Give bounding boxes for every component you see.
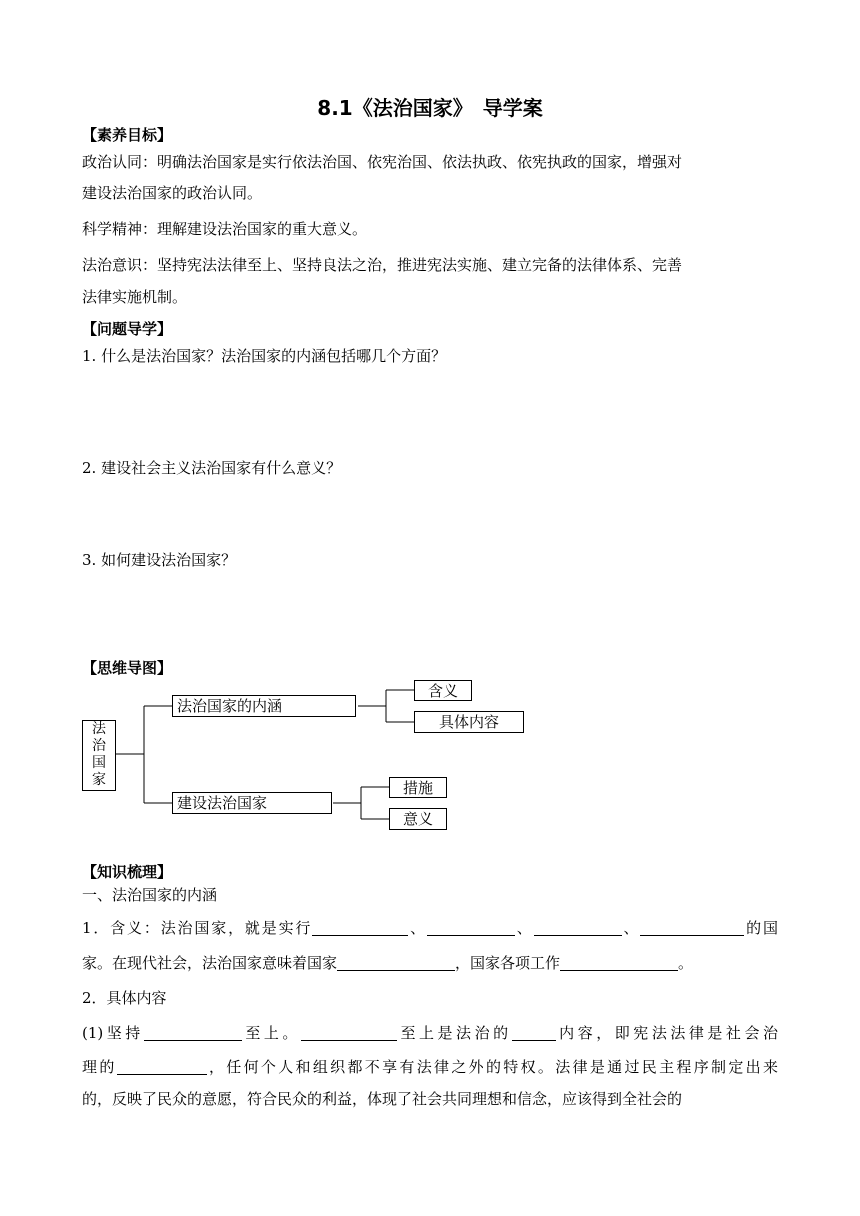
separator: 、	[514, 919, 534, 937]
separator: 、	[621, 919, 641, 937]
fill-blank[interactable]	[301, 1024, 397, 1041]
goal-law-line2: 法律实施机制。	[82, 288, 188, 306]
root-char: 法	[92, 721, 106, 737]
definition-text: ，国家各项工作	[455, 954, 561, 972]
branch-connotation: 法治国家的内涵	[172, 695, 356, 717]
goal-science: 科学精神：理解建设法治国家的重大意义。	[82, 220, 368, 238]
definition-line2	[82, 952, 778, 973]
goals-heading: 【素养目标】	[82, 126, 173, 144]
content-text: (1)坚持	[82, 1024, 144, 1042]
leaf-measures: 措施	[389, 777, 447, 798]
root-char: 国	[92, 755, 106, 771]
definition-text: 1．含义：法治国家，就是实行	[82, 919, 313, 937]
definition-text: 家。在现代社会，法治国家意味着国家	[82, 954, 338, 972]
fill-blank[interactable]	[144, 1024, 242, 1041]
question-2: 2. 建设社会主义法治国家有什么意义？	[82, 459, 342, 477]
content-line2	[82, 1056, 778, 1077]
fill-blank[interactable]	[640, 919, 744, 936]
section-1-heading: 一、法治国家的内涵	[82, 886, 218, 904]
fill-blank[interactable]	[312, 919, 408, 936]
content-text: 内容，即宪法法律是社会治	[555, 1024, 778, 1042]
leaf-specific-content: 具体内容	[414, 711, 524, 733]
question-1: 1. 什么是法治国家？法治国家的内涵包括哪几个方面？	[82, 347, 447, 365]
fill-blank[interactable]	[534, 919, 622, 936]
content-line1	[82, 1022, 778, 1043]
goal-political-line1: 政治认同：明确法治国家是实行依法治国、依宪治国、依法执政、依宪执政的国家，增强对	[82, 153, 683, 171]
branch-build-rule-of-law: 建设法治国家	[172, 792, 332, 814]
root-char: 治	[92, 738, 106, 754]
page-title: 8.1《法治国家》 导学案	[317, 96, 543, 120]
goal-law-line1: 法治意识：坚持宪法法律至上、坚持良法之治，推进宪法实施、建立完备的法律体系、完善	[82, 256, 683, 274]
content-heading: 2．具体内容	[82, 989, 167, 1007]
fill-blank[interactable]	[337, 954, 455, 971]
questions-heading: 【问题导学】	[82, 320, 173, 338]
definition-text: 的国	[744, 919, 778, 937]
root-char: 家	[92, 772, 106, 788]
question-3: 3. 如何建设法治国家？	[82, 551, 237, 569]
goal-political-line2: 建设法治国家的政治认同。	[82, 184, 263, 202]
separator: 、	[408, 919, 427, 937]
leaf-significance: 意义	[389, 808, 447, 830]
definition-text: 。	[678, 954, 694, 972]
content-text: 至上。	[241, 1024, 301, 1042]
definition-line1	[82, 917, 778, 938]
mindmap-heading: 【思维导图】	[82, 659, 173, 677]
knowledge-heading: 【知识梳理】	[82, 863, 173, 881]
content-text: 理的	[82, 1058, 117, 1076]
fill-blank[interactable]	[512, 1024, 556, 1041]
content-text: ，任何个人和组织都不享有法律之外的特权。法律是通过民主程序制定出来	[206, 1058, 778, 1076]
fill-blank[interactable]	[427, 919, 515, 936]
fill-blank[interactable]	[560, 954, 678, 971]
content-text: 至上是法治的	[396, 1024, 512, 1042]
content-line3: 的，反映了民众的意愿，符合民众的利益，体现了社会共同理想和信念，应该得到全社会的	[82, 1090, 683, 1108]
fill-blank[interactable]	[117, 1058, 207, 1075]
root-node	[82, 720, 116, 791]
leaf-meaning: 含义	[414, 680, 472, 701]
